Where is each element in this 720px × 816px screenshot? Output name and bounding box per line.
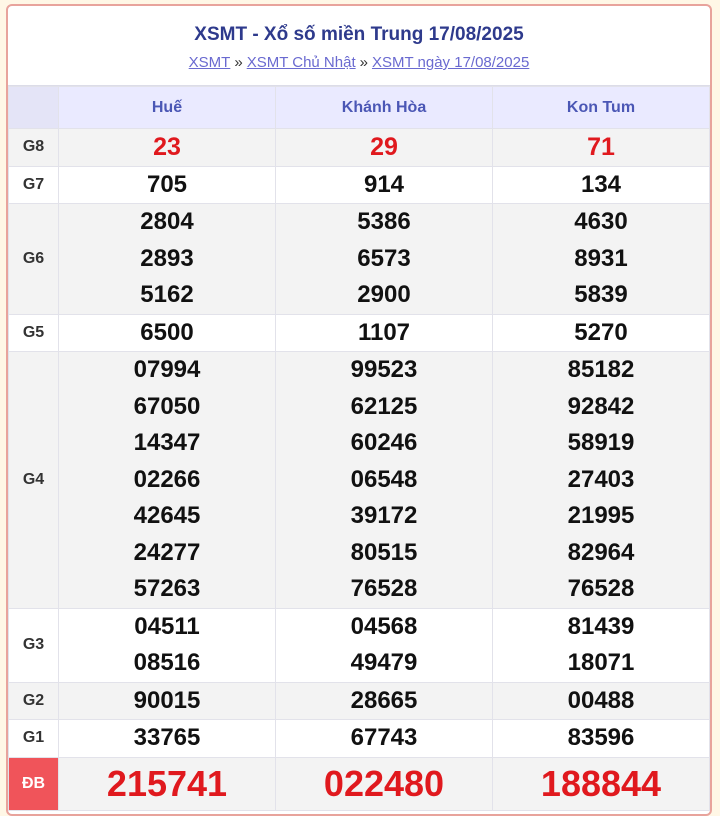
prize-number: 28665 [350, 686, 418, 714]
breadcrumb-link-xsmt[interactable]: XSMT [188, 54, 231, 71]
prize-number: 04511 [134, 612, 200, 640]
prize-cell [276, 608, 493, 682]
prize-label: G4 [9, 352, 59, 609]
prize-cell [59, 757, 276, 810]
province-header[interactable]: Huế [59, 87, 276, 129]
breadcrumb-separator: » [359, 54, 368, 71]
prize-cell [276, 204, 493, 315]
prize-row-g1 [9, 720, 710, 758]
prize-number: 8931 [574, 244, 628, 272]
prize-number: 90015 [133, 686, 201, 714]
prize-number: 18071 [567, 649, 635, 676]
prize-number: 71 [587, 133, 615, 161]
prize-number: 134 [580, 170, 622, 198]
prize-number: 04568 [350, 612, 418, 640]
prize-cell [276, 129, 493, 167]
prize-label: G7 [9, 166, 59, 204]
prize-number: 1107 [357, 318, 411, 346]
prize-number: 5839 [574, 281, 628, 308]
prize-number: 21995 [567, 502, 635, 529]
prize-cell [493, 204, 710, 315]
prize-cell [493, 129, 710, 167]
prize-row-g6 [9, 204, 710, 315]
prize-number: 99523 [350, 356, 418, 383]
prize-label: G6 [9, 204, 59, 315]
prize-number: 67050 [133, 392, 201, 420]
prize-number: 914 [363, 170, 405, 198]
prize-number: 6573 [357, 244, 411, 272]
prize-cell [59, 129, 276, 167]
prize-number: 08516 [133, 649, 201, 676]
prize-cell [59, 204, 276, 315]
prize-row-g5 [9, 314, 710, 352]
prize-number: 49479 [350, 649, 418, 676]
prize-number: 00488 [567, 686, 635, 714]
prize-row-g2 [9, 682, 710, 720]
prize-number: 4630 [574, 208, 628, 235]
prize-number: 188844 [540, 762, 662, 804]
prize-label: ĐB [9, 757, 59, 810]
prize-cell [59, 166, 276, 204]
prize-number: 022480 [323, 762, 445, 804]
prize-cell [493, 682, 710, 720]
prize-number: 5162 [140, 281, 194, 308]
prize-cell [493, 314, 710, 352]
prize-number: 76528 [350, 575, 418, 602]
prize-number: 85182 [567, 356, 635, 383]
prize-row-db [9, 757, 710, 810]
prize-cell [59, 608, 276, 682]
results-table [8, 86, 710, 811]
prize-number: 215741 [106, 762, 228, 804]
prize-number: 29 [370, 133, 398, 161]
prize-number: 82964 [567, 538, 635, 566]
prize-row-g8 [9, 129, 710, 167]
prize-number: 5386 [357, 208, 411, 235]
prize-cell [276, 166, 493, 204]
prize-number: 2893 [140, 244, 194, 272]
prize-number: 33765 [133, 724, 201, 751]
prize-cell [59, 352, 276, 609]
prize-cell [276, 352, 493, 609]
prize-cell [59, 720, 276, 758]
prize-number: 81439 [567, 612, 635, 640]
results-card [6, 4, 712, 816]
prize-number: 2804 [140, 208, 194, 235]
prize-cell [493, 166, 710, 204]
prize-label: G8 [9, 129, 59, 167]
prize-row-g7 [9, 166, 710, 204]
prize-number: 58919 [567, 429, 635, 456]
prize-cell [276, 757, 493, 810]
prize-number: 5270 [574, 318, 628, 346]
prize-cell [59, 682, 276, 720]
prize-number: 6500 [140, 318, 194, 346]
page-title: XSMT - Xổ số miền Trung 17/08/2025 [194, 24, 524, 45]
prize-row-g3 [9, 608, 710, 682]
prize-row-g4 [9, 352, 710, 609]
prize-number: 705 [146, 170, 188, 198]
prize-number: 07994 [133, 356, 201, 383]
prize-number: 02266 [133, 465, 201, 493]
prize-number: 42645 [133, 502, 201, 529]
prize-number: 27403 [567, 465, 635, 493]
breadcrumb [8, 54, 710, 71]
corner-cell [9, 87, 59, 129]
prize-number: 83596 [567, 724, 635, 751]
prize-number: 80515 [350, 538, 418, 566]
prize-label: G5 [9, 314, 59, 352]
prize-cell [493, 757, 710, 810]
breadcrumb-link-sunday[interactable]: XSMT Chủ Nhật [246, 54, 356, 71]
breadcrumb-separator: » [234, 54, 243, 71]
prize-number: 62125 [350, 392, 418, 420]
prize-number: 23 [153, 133, 181, 161]
results-header [8, 6, 710, 86]
prize-label: G3 [9, 608, 59, 682]
prize-number: 14347 [133, 429, 201, 456]
prize-cell [493, 720, 710, 758]
prize-cell [276, 682, 493, 720]
prize-number: 57263 [133, 575, 201, 602]
prize-number: 39172 [350, 502, 418, 529]
province-header[interactable]: Khánh Hòa [276, 87, 493, 129]
prize-number: 92842 [567, 392, 635, 420]
prize-cell [276, 314, 493, 352]
breadcrumb-link-date[interactable]: XSMT ngày 17/08/2025 [371, 54, 530, 71]
province-header[interactable]: Kon Tum [493, 87, 710, 129]
prize-label: G2 [9, 682, 59, 720]
prize-label: G1 [9, 720, 59, 758]
prize-cell [493, 608, 710, 682]
province-header-row [9, 87, 710, 129]
prize-cell [59, 314, 276, 352]
prize-cell [276, 720, 493, 758]
prize-number: 60246 [350, 429, 418, 456]
prize-number: 06548 [350, 465, 418, 493]
prize-number: 24277 [133, 538, 201, 566]
prize-number: 2900 [357, 281, 411, 308]
prize-number: 67743 [350, 724, 418, 751]
prize-number: 76528 [567, 575, 635, 602]
prize-cell [493, 352, 710, 609]
